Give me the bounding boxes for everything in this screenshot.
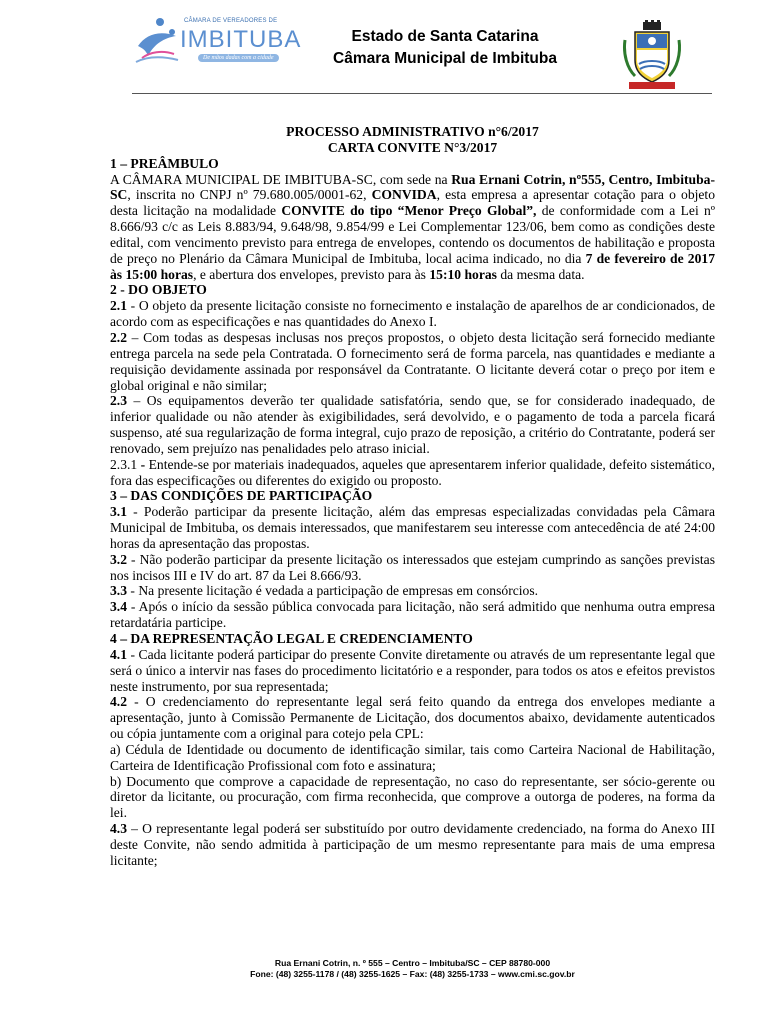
section-heading: 1 – PREÂMBULO <box>110 155 219 171</box>
state-name: Estado de Santa Catarina <box>351 28 539 45</box>
clause-paragraph: 2.3.1 - Entende-se por materiais inadequados, aqueles que apresentarem inferior qualidade, defeito sistemático, fora das especificações ou diferentes do exigido ou proposto. <box>110 456 715 488</box>
footer-contacts: Fone: (48) 3255-1178 / (48) 3255-1625 – Fax: (48) 3255-1733 – www.cmi.sc.gov.br <box>250 969 575 979</box>
document-body <box>110 124 715 869</box>
list-item: a) Cédula de Identidade ou documento de identificação similar, tais como Carteira Nacional de Habilitação, Carteira de Identificação Profissional com foto e assinatura; <box>110 741 715 773</box>
clause-paragraph: 3.3 - Na presente licitação é vedada a participação de empresas em consórcios. <box>110 583 539 599</box>
chamber-logo <box>132 16 302 68</box>
list-item: b) Documento que comprove a capacidade de representação, no caso do representante, ser sócio-gerente ou diretor da licitante, ou procuração, com firma reconhecida, que comprove a outorga de poderes, na forma da lei. <box>110 773 715 821</box>
clause-paragraph: 2.3 – Os equipamentos deverão ter qualidade satisfatória, sendo que, se for considerado inadequado, de inferior qualidade ou não atender às exigibilidades, será devolvido, e o pagamento de toda a parcela ficará suspenso, até sua regularização de forma integral, cujo prazo de reposição, a critério do Contratante, poderá ser renovado, sem prejuízo nas penalidades pelo atraso inicial. <box>110 393 715 456</box>
coat-of-arms-icon <box>621 20 683 92</box>
logo-brand-name: IMBITUBA <box>180 26 302 53</box>
preambulo-paragraph: A CÂMARA MUNICIPAL DE IMBITUBA-SC, com sede na Rua Ernani Cotrin, nº555, Centro, Imbituba-SC, inscrita no CNPJ nº 79.680.005/0001-62, CONVIDA, esta empresa a apresentar cotação para o objeto desta licitação na modalidade CONVITE do tipo “Menor Preço Global”, de conformidade com a Lei nº 8.666/93 c/c as Leis 8.883/94, 9.648/98, 9.854/99 e Lei Complementar 123/06, bem como as condições deste edital, com vencimento previsto para entrega de envelopes, contendo os documentos de habilitação e proposta de preço no Plenário da Câmara Municipal de Imbituba, local acima indicado, no dia 7 de fevereiro de 2017 às 15:00 horas, e abertura dos envelopes, previsto para às 15:10 horas da mesma data. <box>110 171 716 282</box>
page-footer <box>110 958 715 980</box>
clause-paragraph: 2.2 – Com todas as despesas inclusas nos preços propostos, o objeto desta licitação será fornecido mediante entrega parcela na sede pela Contratada. O fornecimento será de forma parcela, nas quantidades e mediante a requisição devidamente assinada por responsável da Contratante. O licitante deverá cotar o preço por item e global original e não similar; <box>110 329 715 393</box>
clause-paragraph: 4.1 - Cada licitante poderá participar do presente Convite diretamente ou através de um representante legal que será o único a intervir nas fases do procedimento licitatório e a responder, para todos os atos e efeitos previstos neste instrumento, por sua representada; <box>110 646 715 694</box>
process-title: PROCESSO ADMINISTRATIVO n°6/2017 <box>286 124 539 139</box>
section-heading: 2 - DO OBJETO <box>110 282 207 298</box>
clause-paragraph: 4.2 - O credenciamento do representante legal será feito quando da entrega dos envelopes mediante a apresentação, junto à Comissão Permanente de Licitação, dos documentos abaixo, devidamente autenticados ou cópia juntamente com a original para cotejo pela CPL: <box>110 694 715 742</box>
logo-slogan: De mãos dadas com a cidade <box>198 54 279 62</box>
footer-address: Rua Ernani Cotrin, n. º 555 – Centro – Imbituba/SC – CEP 88780-000 <box>274 958 551 968</box>
section-heading: 4 – DA REPRESENTAÇÃO LEGAL E CREDENCIAMENTO <box>110 631 473 646</box>
clause-paragraph: 4.3 – O representante legal poderá ser substituído por outro devidamente credenciado, na forma do Anexo III deste Convite, não sendo admitida à participação de um mesmo representante para mais de uma empresa licitante; <box>110 821 715 868</box>
clause-paragraph: 3.4 - Após o início da sessão pública convocada para licitação, não será admitido que nenhuma outra empresa retardatária participe. <box>110 599 715 631</box>
section-heading: 3 – DAS CONDIÇÕES DE PARTICIPAÇÃO <box>110 488 373 504</box>
clause-paragraph: 2.1 - O objeto da presente licitação consiste no fornecimento e instalação de aparelhos de ar condicionados, de acordo com as especificações e nas quantidades do Anexo I. <box>110 298 715 330</box>
convite-title: CARTA CONVITE N°3/2017 <box>327 139 498 155</box>
logo-top-text: CÂMARA DE VEREADORES DE <box>184 18 278 24</box>
header-divider <box>132 93 712 94</box>
clause-paragraph: 3.2 - Não poderão participar da presente licitação os interessados que estejam cumprindo as sanções previstas nos incisos III e IV do art. 87 da Lei 8.666/93. <box>110 551 715 583</box>
clause-paragraph: 3.1 - Poderão participar da presente licitação, além das empresas especializadas convidadas pela Câmara Municipal de Imbituba, os demais interessados, que manifestarem seu interesse com antecedência de até 24:00 horas da apresentação das propostas. <box>110 504 715 551</box>
header-title <box>300 26 590 70</box>
logo-figure-icon <box>132 16 180 66</box>
chamber-name: Câmara Municipal de Imbituba <box>333 50 557 67</box>
